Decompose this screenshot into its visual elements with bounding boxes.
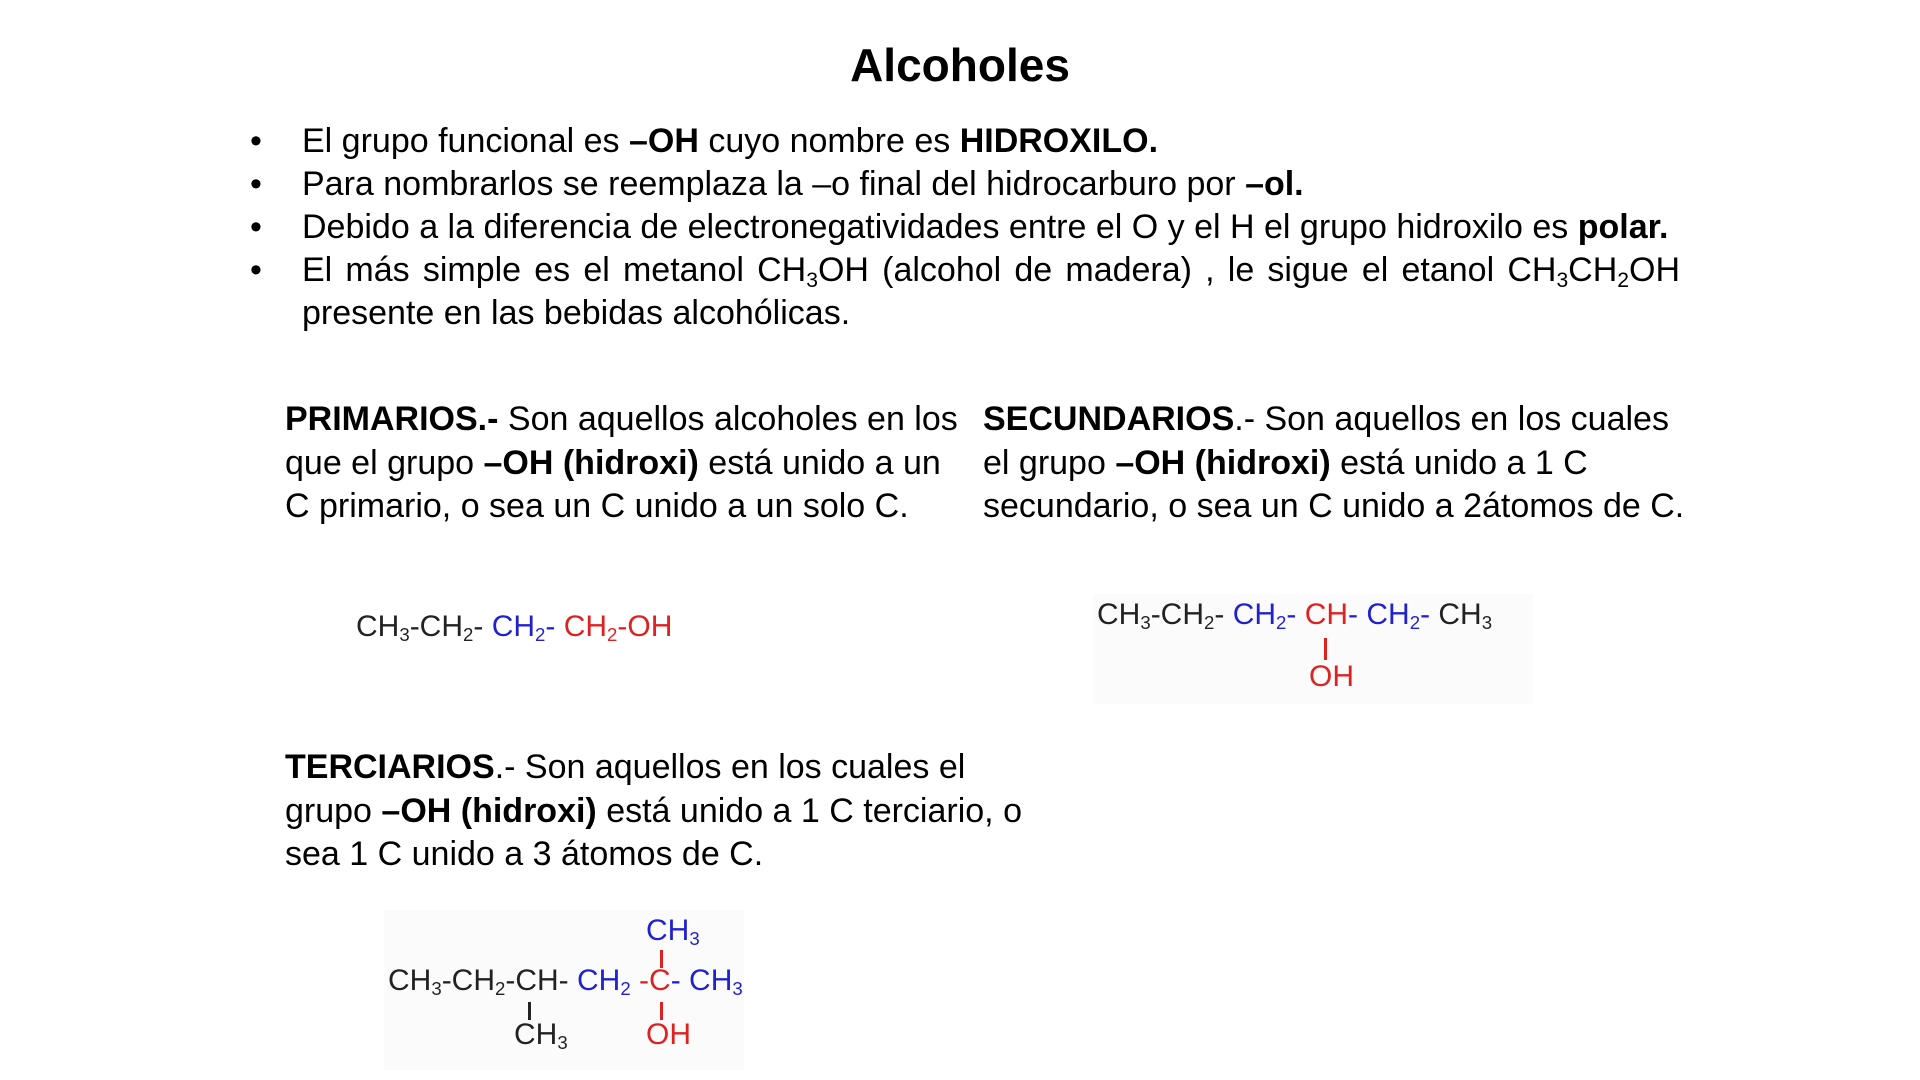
formula-chain [1097,598,1492,632]
para-bold: TERCIARIOS [285,748,495,786]
formula-part: $CH_3-CH_2-$ [1097,598,1233,634]
formula-part: $CH_2$ [577,964,631,1000]
bullet-text: cuyo nombre es [698,122,960,160]
formula-hydroxyl: OH [1309,660,1354,693]
bullet-text: El más simple es el metanol CH [302,251,807,289]
primarios-paragraph [285,398,965,529]
formula-part: $CH_3-CH_2-$ [356,610,492,646]
formula-hydroxyl: OH [646,1018,691,1051]
formula-part: $CH_3-CH_2-CH-$ [388,964,578,1000]
formula-chain [388,964,743,998]
primary-alcohol-formula [356,604,696,654]
formula-part: - $CH_3$ [670,964,743,1000]
bullet-text: Para nombrarlos se reemplaza la –o final del hidrocarburo por [302,165,1246,203]
para-bold: –OH (hidroxi) [381,791,597,830]
page-title: Alcoholes [850,39,1070,91]
para-bold: –OH (hidroxi) [483,443,699,482]
bond-line [1324,638,1327,660]
secondary-alcohol-formula [1093,594,1533,704]
para-text: está unido a un C primario, o sea un C unido a un solo C. [285,443,941,525]
bullet-bold: –OH [628,122,699,160]
formula-methyl-bottom: $CH_3$ [514,1018,568,1054]
subscript: 3 [806,268,818,292]
terciarios-paragraph [285,746,1025,877]
para-text: .- Son aquellos en los cuales el grupo [285,748,966,830]
bullet-bold: –ol. [1245,165,1304,203]
para-bold: PRIMARIOS.- [285,400,499,438]
para-text: está unido a 1 C terciario, o sea 1 C unido a 3 átomos de C. [285,791,1022,873]
bullet-text: Debido a la diferencia de electronegatividades entre el O y el H el grupo hidroxilo es [302,208,1578,246]
formula-chain [356,610,672,644]
secundarios-paragraph [983,398,1703,529]
subscript: 2 [1617,268,1630,292]
para-text: está unido a 1 C secundario, o sea un C unido a 2átomos de C. [983,443,1685,525]
tertiary-alcohol-formula [384,910,744,1070]
bullet-text: OH presente en las bebidas alcohólicas. [302,251,1681,332]
para-bold: SECUNDARIOS [983,400,1235,438]
formula-part: $CH_2-$ [1232,598,1305,634]
para-text: .- Son aquellos en los cuales el grupo [983,400,1669,482]
bullet-list [250,120,1680,335]
formula-part: CH [1304,598,1349,631]
subscript: 3 [1556,268,1569,292]
bullet-bold: polar. [1577,208,1669,246]
formula-methyl-top: $CH_3$ [646,914,700,950]
formula-part: -C [630,964,671,997]
para-text: Son aquellos alcoholes en los que el grupo [285,400,958,482]
formula-part: $CH_2-OH$ [563,610,673,646]
formula-part: $CH_3$ [1438,598,1493,634]
bullet-text: OH (alcohol de madera) , le sigue el etanol CH [817,251,1557,289]
formula-part: - $CH_2-$ [1348,598,1439,634]
bullet-text: El grupo funcional es [302,122,629,160]
bullet-simplest [250,249,1680,335]
bullet-polarity [250,206,1680,249]
bullet-naming [250,163,1680,206]
bullet-text: CH [1568,251,1618,289]
bullet-bold: HIDROXILO. [959,122,1159,160]
bullet-functional-group [250,120,1680,163]
para-bold: –OH (hidroxi) [1115,443,1331,482]
formula-part: $CH_2-$ [491,610,564,646]
